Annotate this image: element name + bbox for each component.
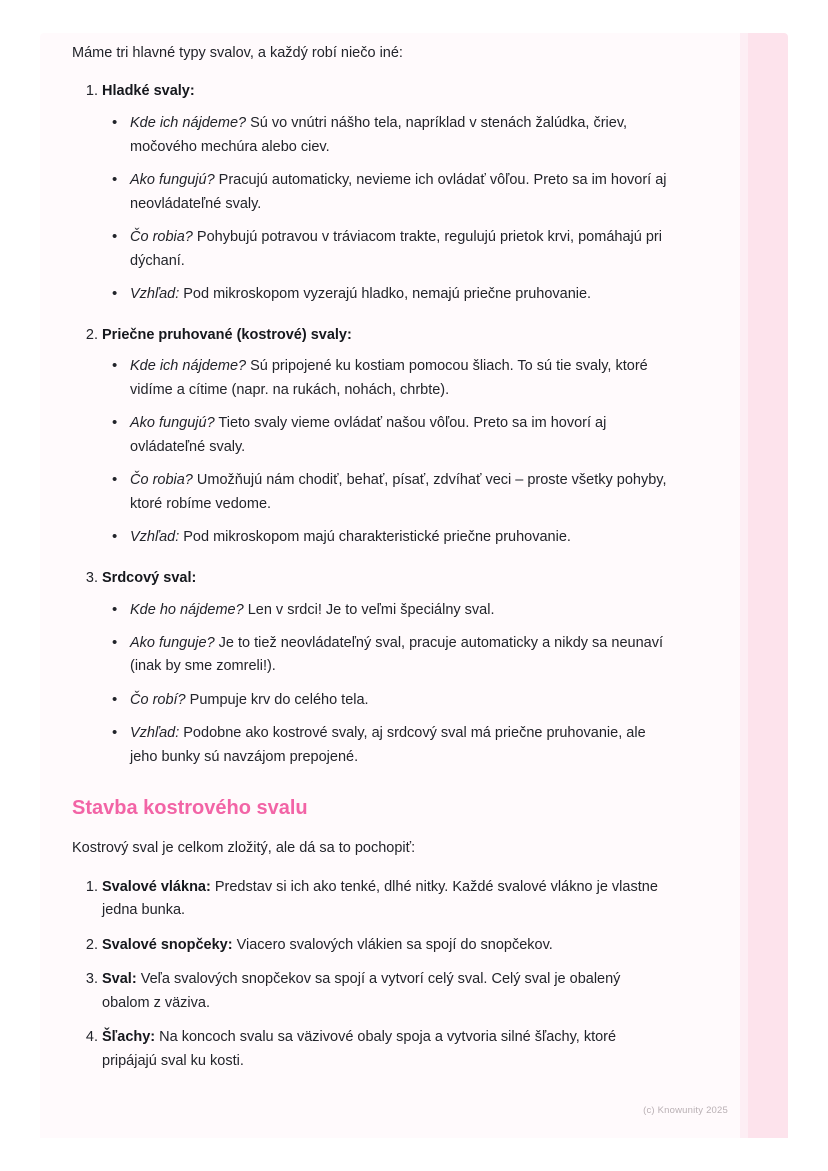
section-paragraph: Kostrový sval je celkom zložitý, ale dá sa to pochopiť:	[72, 840, 416, 857]
item-term: Šľachy:	[102, 1029, 156, 1046]
point-text: Pracujú automaticky, nevieme ich ovládať vôľou. Preto sa im hovorí aj neovládateľné svaly.	[130, 172, 667, 212]
copyright-notice: (c) Knowunity 2025	[643, 1105, 728, 1116]
list-item	[102, 81, 672, 306]
point-label: Ako fungujú?	[130, 172, 215, 189]
muscle-type-heading: Hladké svaly:	[102, 83, 195, 100]
list-item	[128, 469, 672, 516]
list-item	[128, 412, 672, 459]
accent-band-light	[740, 33, 748, 1138]
point-label: Čo robí?	[130, 691, 186, 708]
list-item	[128, 722, 672, 769]
list-item	[102, 876, 672, 923]
point-text: Podobne ako kostrové svaly, aj srdcový sval má priečne pruhovanie, ale jeho bunky sú navzájom prepojené.	[130, 725, 646, 765]
list-item	[102, 1026, 672, 1073]
item-text: Na koncoch svalu sa väzivové obaly spoja a vytvoria silné šľachy, ktoré pripájajú sval ku kosti.	[102, 1029, 617, 1069]
item-text: Veľa svalových snopčekov sa spojí a vytvorí celý sval. Celý sval je obalený obalom z väziva.	[102, 971, 621, 1011]
point-label: Čo robia?	[130, 472, 193, 489]
muscle-type-heading: Srdcový sval:	[102, 569, 197, 586]
list-item	[128, 526, 672, 549]
list-item	[128, 355, 672, 402]
point-label: Vzhľad:	[130, 725, 180, 742]
point-text: Pod mikroskopom vyzerajú hladko, nemajú priečne pruhovanie.	[179, 286, 592, 303]
muscle-types-list	[72, 81, 672, 769]
muscle-type-points	[102, 112, 672, 306]
point-label: Kde ich nájdeme?	[130, 115, 247, 132]
list-item	[102, 934, 672, 957]
list-item	[128, 632, 672, 679]
item-term: Sval:	[102, 971, 137, 988]
point-label: Čo robia?	[130, 229, 193, 246]
point-label: Ako fungujú?	[130, 415, 215, 432]
list-item	[102, 968, 672, 1015]
list-item	[128, 169, 672, 216]
item-text: Viacero svalových vlákien sa spojí do snopčekov.	[232, 936, 553, 953]
point-text: Pod mikroskopom majú charakteristické priečne pruhovanie.	[179, 529, 571, 546]
list-item	[102, 325, 672, 550]
muscle-type-points	[102, 355, 672, 549]
list-item	[128, 689, 672, 712]
document-content	[72, 33, 672, 1084]
point-text: Sú pripojené ku kostiam pomocou šliach. To sú tie svaly, ktoré vidíme a cítime (napr. na rukách, nohách, chrbte).	[130, 358, 648, 398]
point-label: Ako funguje?	[130, 634, 215, 651]
section-title: Stavba kostrového svalu	[72, 797, 308, 820]
point-text: Len v srdci! Je to veľmi špeciálny sval.	[243, 601, 495, 618]
point-text: Tieto svaly vieme ovládať našou vôľou. Preto sa im hovorí aj ovládateľné svaly.	[130, 415, 607, 455]
intro-paragraph: Máme tri hlavné typy svalov, a každý robí niečo iné:	[72, 45, 403, 61]
point-text: Pohybujú potravou v tráviacom trakte, regulujú prietok krvi, pomáhajú pri dýchaní.	[130, 229, 662, 269]
point-label: Kde ich nájdeme?	[130, 358, 247, 375]
point-label: Kde ho nájdeme?	[130, 601, 244, 618]
list-item	[128, 112, 672, 159]
item-term: Svalové snopčeky:	[102, 936, 233, 953]
list-item	[128, 599, 672, 622]
accent-band	[748, 33, 788, 1138]
item-text: Predstav si ich ako tenké, dlhé nitky. Každé svalové vlákno je vlastne jedna bunka.	[102, 878, 658, 919]
point-text: Pumpuje krv do celého tela.	[185, 691, 369, 708]
muscle-type-heading: Priečne pruhované (kostrové) svaly:	[102, 326, 352, 343]
point-label: Vzhľad:	[130, 286, 180, 303]
muscle-structure-list	[72, 876, 672, 1073]
list-item	[102, 568, 672, 770]
muscle-type-points	[102, 599, 672, 770]
document-sheet	[40, 33, 788, 1138]
list-item	[128, 226, 672, 273]
point-label: Vzhľad:	[130, 529, 180, 546]
point-text: Sú vo vnútri nášho tela, napríklad v stenách žalúdka, čriev, močového mechúra alebo ciev.	[130, 115, 628, 155]
point-text: Je to tiež neovládateľný sval, pracuje automaticky a nikdy sa neunaví (inak by sme zomreli!).	[130, 634, 663, 675]
point-text: Umožňujú nám chodiť, behať, písať, zdvíhať veci – proste všetky pohyby, ktoré robíme vedome.	[130, 472, 667, 512]
item-term: Svalové vlákna:	[102, 878, 211, 895]
list-item	[128, 283, 672, 306]
